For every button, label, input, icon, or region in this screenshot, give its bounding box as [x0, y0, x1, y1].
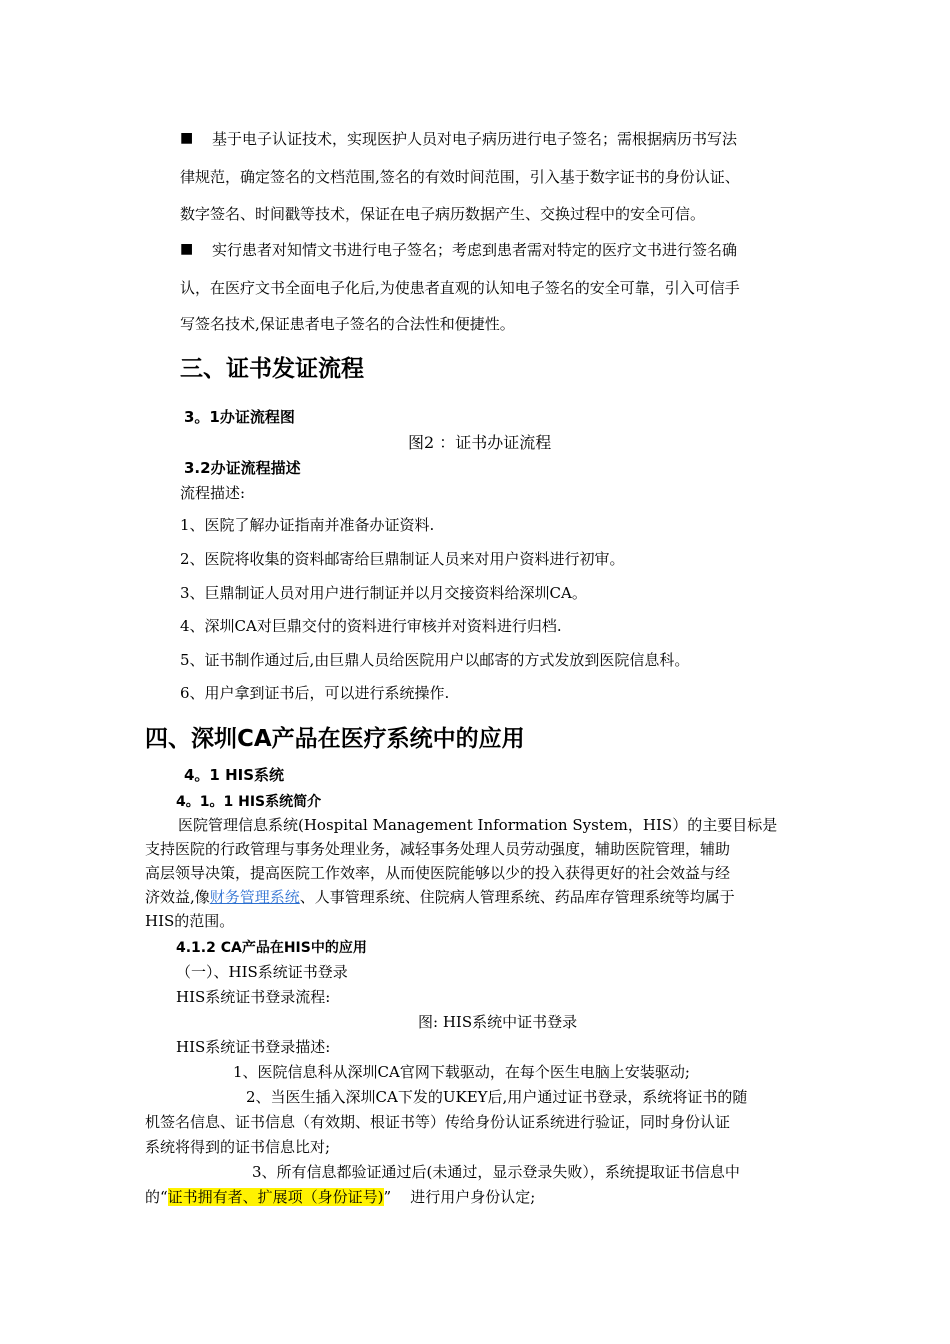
- list-item: 6、用户拿到证书后，可以进行系统操作.: [180, 684, 450, 702]
- section-heading: 四、深圳CA产品在医疗系统中的应用: [145, 726, 525, 752]
- paragraph-line: 3、所有信息都验证通过后(未通过，显示登录失败），系统提取证书信息中: [252, 1163, 740, 1181]
- paragraph-line: [145, 886, 735, 907]
- subsection-heading: 3。1办证流程图: [184, 408, 295, 426]
- list-item: 5、证书制作通过后,由巨鼎人员给医院用户以邮寄的方式发放到医院信息科。: [180, 651, 690, 669]
- finance-system-link[interactable]: 财务管理系统: [209, 888, 300, 906]
- paragraph-text: ” 进行用户身份认定;: [383, 1188, 536, 1206]
- list-item: 2、医院将收集的资料邮寄给巨鼎制证人员来对用户资料进行初审。: [180, 550, 625, 568]
- bullet-marker: ■: [180, 130, 194, 146]
- list-item: 3、巨鼎制证人员对用户进行制证并以月交接资料给深圳CA。: [180, 584, 587, 602]
- figure-caption: 图2 ：证书办证流程: [408, 433, 552, 452]
- paragraph-line: 系统将得到的证书信息比对;: [145, 1138, 331, 1156]
- paragraph: HIS系统证书登录描述:: [176, 1038, 331, 1056]
- subsection-heading: 3.2办证流程描述: [184, 459, 301, 477]
- paragraph-text: 、人事管理系统、住院病人管理系统、药品库存管理系统等均属于: [299, 888, 735, 906]
- list-item: 4、深圳CA对巨鼎交付的资料进行审核并对资料进行归档.: [180, 617, 562, 635]
- paragraph: 流程描述:: [180, 484, 246, 502]
- subsection-heading: 4。1。1 HIS系统简介: [176, 794, 322, 810]
- subsection-heading: 4.1.2 CA产品在HIS中的应用: [176, 940, 367, 956]
- paragraph-line: [145, 1186, 535, 1207]
- figure-caption: 图: HIS系统中证书登录: [418, 1013, 578, 1031]
- paragraph-line: 高层领导决策，提高医院工作效率，从而使医院能够以少的投入获得更好的社会效益与经: [145, 864, 731, 882]
- paragraph-line: 机签名信息、证书信息（有效期、根证书等）传给身份认证系统进行验证，同时身份认证: [145, 1113, 731, 1131]
- paragraph: HIS系统证书登录流程:: [176, 988, 331, 1006]
- paragraph-line: [178, 814, 777, 835]
- paragraph-line: 支持医院的行政管理与事务处理业务，减轻事务处理人员劳动强度，辅助医院管理，辅助: [145, 840, 731, 858]
- highlighted-text: 证书拥有者、扩展项（身份证号): [167, 1188, 384, 1206]
- section-heading: 三、证书发证流程: [180, 356, 364, 382]
- bullet-marker: ■: [180, 241, 194, 257]
- bullet-text-line: 写签名技术,保证患者电子签名的合法性和便捷性。: [180, 315, 515, 333]
- bullet-text-line: 律规范，确定签名的文档范围,签名的有效时间范围，引入基于数字证书的身份认证、: [180, 168, 740, 186]
- subsection-heading: 4。1 HIS系统: [184, 766, 285, 784]
- paragraph-text: 医院管理信息系统(Hospital Management Information System，HIS）的主要目标是: [178, 816, 778, 834]
- paragraph-line: HIS的范围。: [145, 912, 235, 930]
- list-item: （一）、HIS系统证书登录: [176, 963, 348, 981]
- bullet-text-line: 实行患者对知情文书进行电子签名；考虑到患者需对特定的医疗文书进行签名确: [212, 241, 738, 259]
- paragraph-text: 的“: [145, 1188, 168, 1206]
- bullet-text-line: 数字签名、时间戳等技术，保证在电子病历数据产生、交换过程中的安全可信。: [180, 205, 706, 223]
- paragraph-line: 2、当医生插入深圳CA下发的UKEY后,用户通过证书登录，系统将证书的随: [246, 1088, 748, 1106]
- paragraph-text: 济效益,像: [145, 888, 210, 906]
- paragraph-line: 1、医院信息科从深圳CA官网下载驱动，在每个医生电脑上安装驱动;: [233, 1063, 690, 1081]
- bullet-text-line: 基于电子认证技术，实现医护人员对电子病历进行电子签名；需根据病历书写法: [212, 130, 738, 148]
- list-item: 1、医院了解办证指南并准备办证资料.: [180, 516, 435, 534]
- bullet-text-line: 认，在医疗文书全面电子化后,为使患者直观的认知电子签名的安全可靠，引入可信手: [180, 279, 740, 297]
